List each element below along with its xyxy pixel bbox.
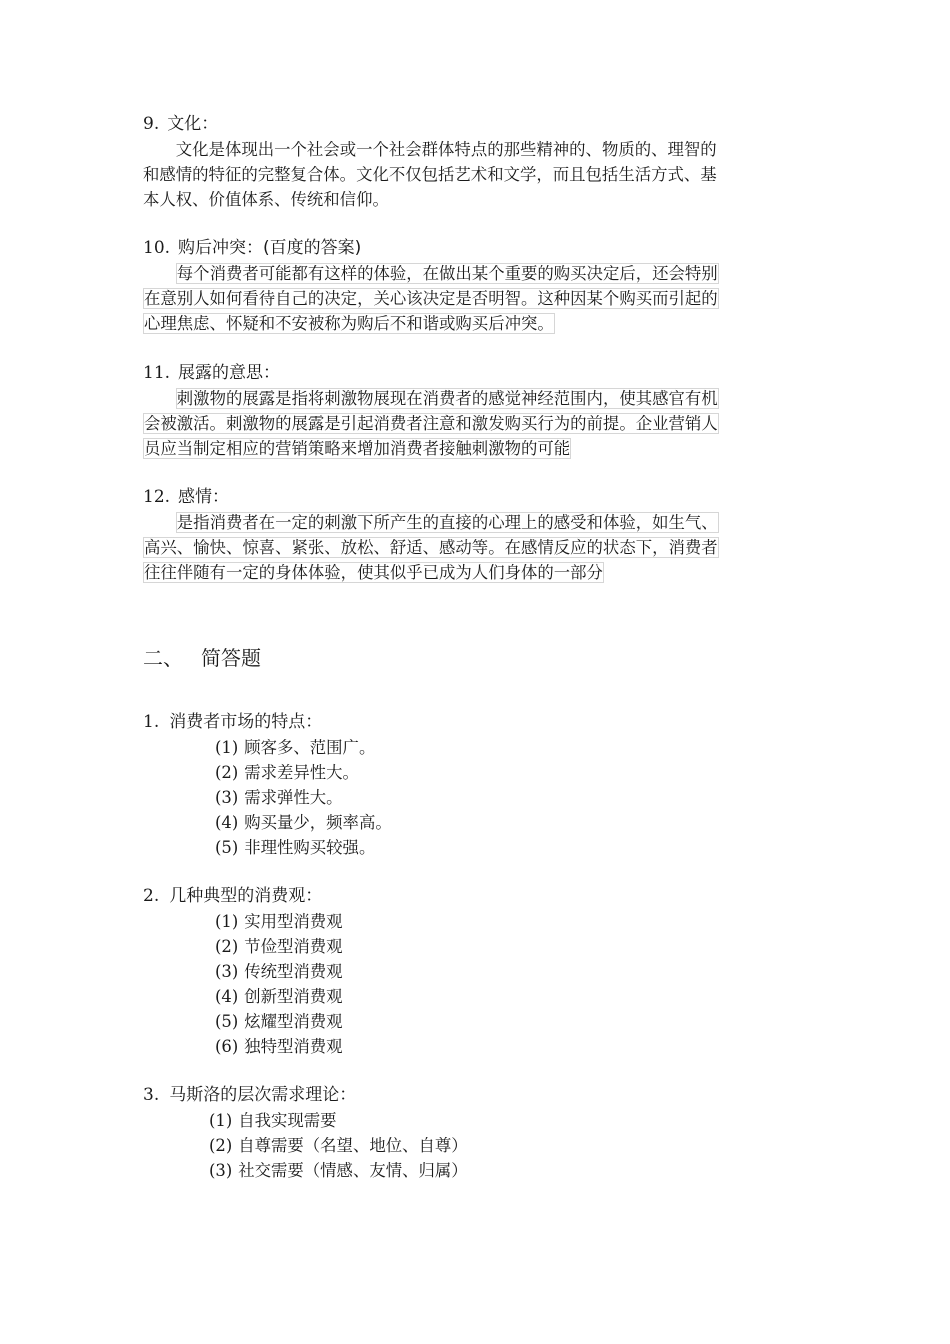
item-index: (2) xyxy=(215,763,239,782)
highlighted-text: 高兴、愉快、惊喜、紧张、放松、舒适、感动等。在感情反应的状态下，消费者 xyxy=(144,538,718,557)
definition-line: 本人权、价值体系、传统和信仰。 xyxy=(143,190,389,209)
term-exposure xyxy=(143,361,823,461)
list-item xyxy=(143,810,823,835)
term-heading: 购后冲突：(百度的答案) xyxy=(178,238,362,258)
term-number: 10. xyxy=(143,238,171,258)
answer-list xyxy=(143,909,823,1059)
item-text: 炫耀型消费观 xyxy=(244,1012,343,1031)
item-text: 创新型消费观 xyxy=(244,987,343,1006)
answer-list xyxy=(143,1108,823,1183)
term-number: 12. xyxy=(143,487,171,507)
term-title xyxy=(143,485,823,510)
term-heading: 感情： xyxy=(178,487,230,507)
list-item xyxy=(143,909,823,934)
item-index: (5) xyxy=(215,838,239,857)
definition-line xyxy=(143,286,823,311)
term-definition xyxy=(143,261,823,336)
question-title xyxy=(143,1083,823,1108)
question-number: 3. xyxy=(143,1085,160,1105)
list-item xyxy=(143,934,823,959)
list-item xyxy=(143,1158,823,1183)
definition-line xyxy=(143,311,823,336)
term-heading: 展露的意思： xyxy=(178,363,281,383)
highlighted-text: 会被激活。刺激物的展露是引起消费者注意和激发购买行为的前提。企业营销人 xyxy=(144,414,718,433)
list-item xyxy=(143,835,823,860)
highlighted-text: 在意别人如何看待自己的决定，关心该决定是否明智。这种因某个购买而引起的 xyxy=(144,289,718,308)
question-consumption-views xyxy=(143,884,823,1059)
highlighted-text: 心理焦虑、怀疑和不安被称为购后不和谐或购买后冲突。 xyxy=(144,314,554,333)
list-item xyxy=(143,1133,823,1158)
definition-line xyxy=(143,436,823,461)
highlighted-text: 往往伴随有一定的身体体验，使其似乎已成为人们身体的一部分 xyxy=(144,563,603,582)
item-index: (6) xyxy=(215,1037,239,1056)
item-text: 实用型消费观 xyxy=(244,912,343,931)
term-definition xyxy=(143,510,823,585)
item-text: 顾客多、范围广。 xyxy=(244,738,376,757)
question-maslow-hierarchy xyxy=(143,1083,823,1183)
term-number: 9. xyxy=(143,114,160,134)
item-index: (3) xyxy=(209,1161,233,1180)
section-heading xyxy=(143,644,261,672)
item-index: (1) xyxy=(209,1111,233,1130)
question-consumer-market xyxy=(143,710,823,860)
definition-line xyxy=(143,560,823,585)
answer-list xyxy=(143,735,823,860)
list-item xyxy=(143,760,823,785)
list-item xyxy=(143,1108,823,1133)
term-title xyxy=(143,112,823,137)
item-text: 自尊需要（名望、地位、自尊） xyxy=(238,1136,468,1155)
highlighted-text: 刺激物的展露是指将刺激物展现在消费者的感觉神经范围内，使其感官有机 xyxy=(176,389,718,408)
question-number: 1. xyxy=(143,712,160,732)
item-text: 购买量少，频率高。 xyxy=(244,813,392,832)
term-emotion xyxy=(143,485,823,585)
list-item xyxy=(143,735,823,760)
list-item xyxy=(143,785,823,810)
question-heading: 几种典型的消费观： xyxy=(169,886,323,906)
item-index: (2) xyxy=(215,937,239,956)
term-title xyxy=(143,236,823,261)
list-item xyxy=(143,959,823,984)
question-title xyxy=(143,710,823,735)
definition-line: 和感情的特征的完整复合体。文化不仅包括艺术和文学，而且包括生活方式、基 xyxy=(143,165,717,184)
definition-line xyxy=(143,535,823,560)
item-text: 传统型消费观 xyxy=(244,962,343,981)
item-text: 需求差异性大。 xyxy=(244,763,359,782)
term-number: 11. xyxy=(143,363,171,383)
question-heading: 消费者市场的特点： xyxy=(169,712,323,732)
list-item xyxy=(143,984,823,1009)
highlighted-text: 是指消费者在一定的刺激下所产生的直接的心理上的感受和体验，如生气、 xyxy=(176,513,718,532)
highlighted-text: 员应当制定相应的营销策略来增加消费者接触刺激物的可能 xyxy=(144,439,571,458)
item-index: (5) xyxy=(215,1012,239,1031)
item-text: 需求弹性大。 xyxy=(244,788,343,807)
item-text: 独特型消费观 xyxy=(244,1037,343,1056)
term-definition xyxy=(143,386,823,461)
item-index: (4) xyxy=(215,813,239,832)
item-text: 节俭型消费观 xyxy=(244,937,343,956)
list-item xyxy=(143,1034,823,1059)
highlighted-text: 每个消费者可能都有这样的体验，在做出某个重要的购买决定后，还会特别 xyxy=(176,264,718,283)
term-title xyxy=(143,361,823,386)
definition-line xyxy=(143,386,823,411)
term-culture xyxy=(143,112,823,212)
term-heading: 文化： xyxy=(167,114,219,134)
term-definition xyxy=(143,137,823,212)
item-index: (1) xyxy=(215,738,239,757)
definition-line: 文化是体现出一个社会或一个社会群体特点的那些精神的、物质的、理智的 xyxy=(175,140,717,159)
question-heading: 马斯洛的层次需求理论： xyxy=(169,1085,357,1105)
question-title xyxy=(143,884,823,909)
section-title: 简答题 xyxy=(201,646,261,670)
item-index: (1) xyxy=(215,912,239,931)
item-index: (4) xyxy=(215,987,239,1006)
item-text: 社交需要（情感、友情、归属） xyxy=(238,1161,468,1180)
item-index: (3) xyxy=(215,788,239,807)
section-number: 二、 xyxy=(143,646,183,670)
item-text: 自我实现需要 xyxy=(238,1111,337,1130)
list-item xyxy=(143,1009,823,1034)
item-index: (3) xyxy=(215,962,239,981)
item-index: (2) xyxy=(209,1136,233,1155)
term-post-purchase-conflict xyxy=(143,236,823,336)
definition-line xyxy=(143,261,823,286)
question-number: 2. xyxy=(143,886,160,906)
definition-line xyxy=(143,510,823,535)
item-text: 非理性购买较强。 xyxy=(244,838,376,857)
definition-line xyxy=(143,411,823,436)
